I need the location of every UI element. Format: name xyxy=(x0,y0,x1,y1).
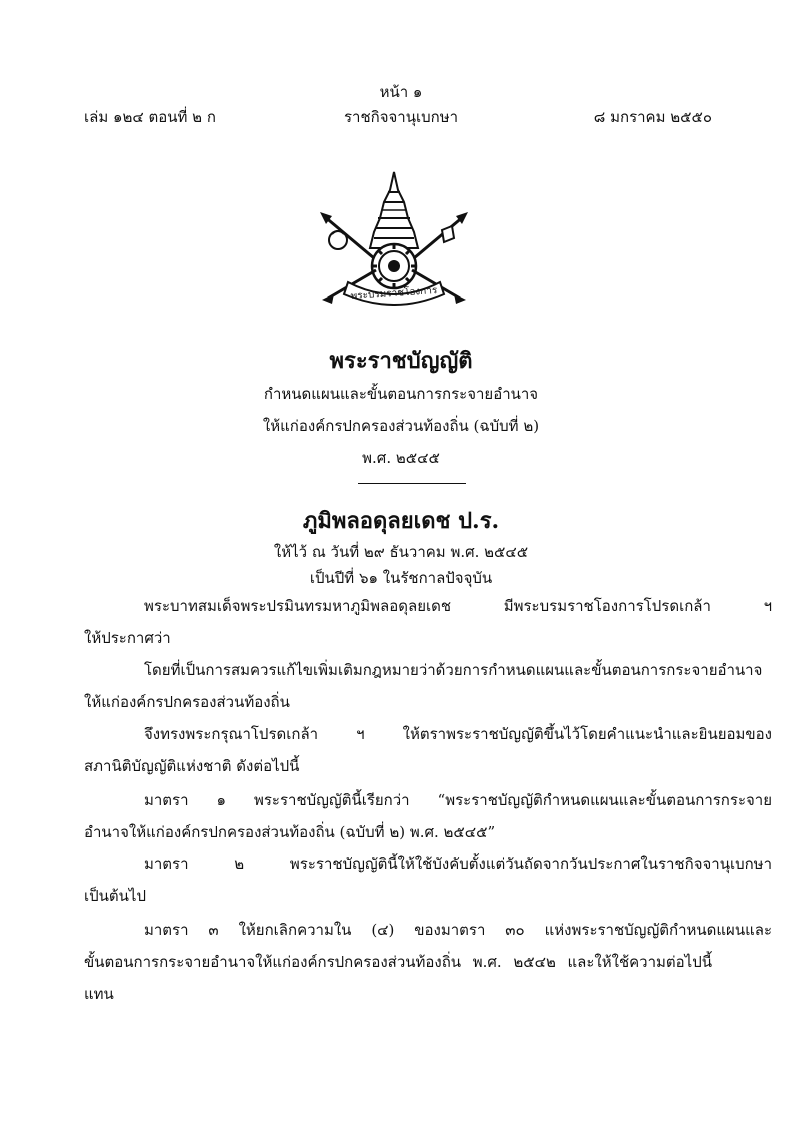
section3-line2: ขั้นตอนการกระจายอำนาจให้แก่องค์กรปกครองส่วนท้องถิ่น พ.ศ. ๒๕๔๒ และให้ใช้ความต่อไปนี้แทน xyxy=(84,953,712,1003)
recital-line1: โดยที่เป็นการสมควรแก้ไขเพิ่มเติมกฎหมายว่าด้วยการกำหนดแผนและขั้นตอนการกระจายอำนาจ xyxy=(144,661,763,679)
section2-line2: เป็นต้นไป xyxy=(84,887,146,905)
emblem-inscription: พระบรมราชโองการ xyxy=(350,284,438,303)
given-date: ให้ไว้ ณ วันที่ ๒๙ ธันวาคม พ.ศ. ๒๕๔๕ xyxy=(273,543,529,561)
volume-number: เล่ม ๑๒๔ ตอนที่ ๒ ก xyxy=(84,108,216,126)
section2-line1: มาตรา ๒ พระราชบัญญัตินี้ให้ใช้บังคับตั้งแต่วันถัดจากวันประกาศในราชกิจจานุเบกษา xyxy=(144,855,772,873)
section3-line1: มาตรา ๓ ให้ยกเลิกความใน (๔) ของมาตรา ๓๐ แห่งพระราชบัญญัติกำหนดแผนและ xyxy=(144,921,772,939)
act-subtitle-line2: ให้แก่องค์กรปกครองส่วนท้องถิ่น (ฉบับที่ ๒) xyxy=(262,417,540,435)
reign-year: เป็นปีที่ ๖๑ ในรัชกาลปัจจุบัน xyxy=(309,569,493,587)
section1-line2: อำนาจให้แก่องค์กรปกครองส่วนท้องถิ่น (ฉบับที่ ๒) พ.ศ. ๒๕๔๕” xyxy=(84,823,496,841)
gazette-name: ราชกิจจานุเบกษา xyxy=(343,108,459,126)
recital-line2: ให้แก่องค์กรปกครองส่วนท้องถิ่น xyxy=(84,693,290,711)
act-subtitle-line1: กำหนดแผนและขั้นตอนการกระจายอำนาจ xyxy=(263,385,539,403)
section1-line1: มาตรา ๑ พระราชบัญญัตินี้เรียกว่า “พระราชบัญญัติกำหนดแผนและขั้นตอนการกระจาย xyxy=(144,791,772,809)
divider xyxy=(358,483,466,484)
enactment-line2: สภานิติบัญญัติแห่งชาติ ดังต่อไปนี้ xyxy=(84,757,300,775)
king-name: ภูมิพลอดุลยเดช ป.ร. xyxy=(302,508,500,534)
page-number: หน้า ๑ xyxy=(379,83,423,101)
publication-date: ๘ มกราคม ๒๕๕๐ xyxy=(593,108,712,126)
act-title: พระราชบัญญัติ xyxy=(329,348,473,374)
act-year: พ.ศ. ๒๕๔๕ xyxy=(362,449,440,467)
preamble-line1: พระบาทสมเด็จพระปรมินทรมหาภูมิพลอดุลยเดช มีพระบรมราชโองการโปรดเกล้า ฯ xyxy=(144,597,772,615)
preamble-line2: ให้ประกาศว่า xyxy=(84,629,171,647)
enactment-line1: จึงทรงพระกรุณาโปรดเกล้า ฯ ให้ตราพระราชบัญญัติขึ้นไว้โดยคำแนะนำและยินยอมของ xyxy=(144,725,772,743)
